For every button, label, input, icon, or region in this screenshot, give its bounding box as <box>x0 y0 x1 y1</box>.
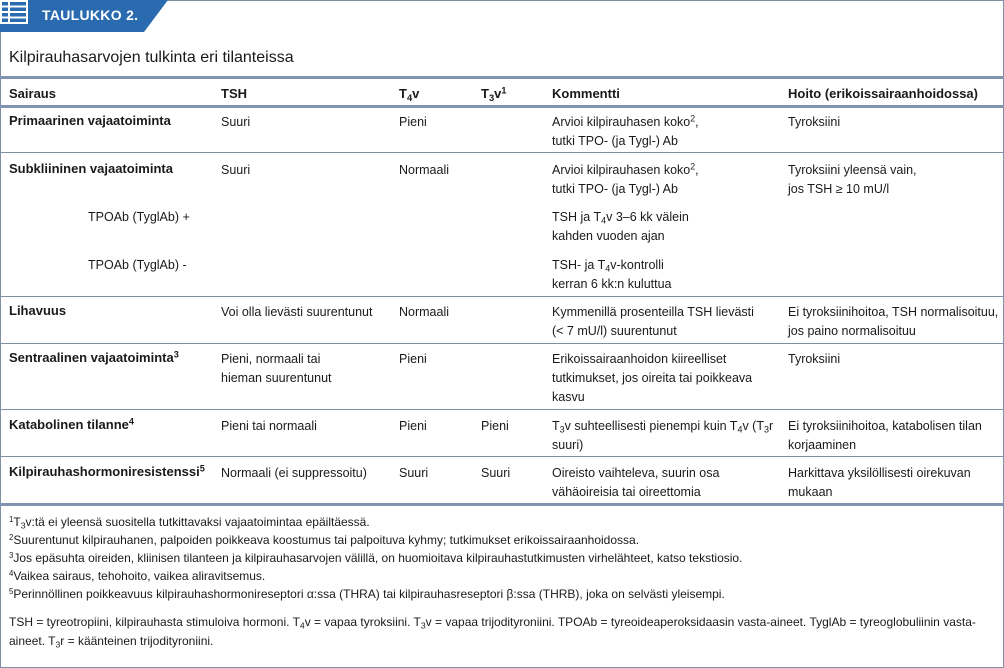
subrow-tpoab-positive: TPOAb (TyglAb) + <box>88 210 190 224</box>
row-divider <box>0 409 1004 410</box>
row-t4v: Normaali <box>399 305 450 319</box>
row-comment-line2: tutki TPO- (ja Tygl-) Ab <box>552 134 678 148</box>
row-t3v: Pieni <box>481 419 509 433</box>
row-tsh: Pieni tai normaali <box>221 419 317 433</box>
header-bottom-rule <box>0 105 1004 108</box>
row-comment-line2: vähäoireisia tai oireettomia <box>552 485 701 499</box>
row-comment-line3: kasvu <box>552 390 585 404</box>
subrow-tpoab-negative: TPOAb (TyglAb) - <box>88 258 187 272</box>
header-t4v: $T_4v$ <box>399 86 420 103</box>
row-name: Sentraalinen vajaatoiminta$^3$ <box>9 349 179 365</box>
row-hoito-line2: korjaaminen <box>788 438 857 452</box>
row-hoito-line1: Ei tyroksiinihoitoa, katabolisen tilan <box>788 419 982 433</box>
row-hoito: Tyroksiini <box>788 115 841 129</box>
row-comment-line1: Arvioi kilpirauhasen koko$^2$, <box>552 161 699 177</box>
row-hoito-line2: mukaan <box>788 485 833 499</box>
row-comment-line2: suuri) <box>552 438 584 452</box>
header-hoito: Hoito (erikoissairaanhoidossa) <box>788 86 978 101</box>
row-comment-line1: Arvioi kilpirauhasen koko$^2$, <box>552 113 699 129</box>
row-hoito-line1: Harkittava yksilöllisesti oirekuvan <box>788 466 971 480</box>
row-hoito-line1: Ei tyroksiinihoitoa, TSH normalisoituu, <box>788 305 999 319</box>
top-border-line <box>165 0 1004 1</box>
table-icon <box>0 0 28 24</box>
header-t3v: $T_3v^1$ <box>481 85 507 103</box>
subrow-comment-line2: kahden vuoden ajan <box>552 229 665 243</box>
footnote-4: $^4$Vaikea sairaus, tehohoito, vaikea aliravitsemus. <box>9 569 266 583</box>
row-tsh: Suuri <box>221 115 251 129</box>
row-comment-line1: Oireisto vaihteleva, suurin osa <box>552 466 720 480</box>
row-comment-line2: tutki TPO- (ja Tygl-) Ab <box>552 182 678 196</box>
row-tsh-line2: hieman suurentunut <box>221 371 332 385</box>
row-name: Subkliininen vajaatoiminta <box>9 161 173 176</box>
row-name: Lihavuus <box>9 303 67 318</box>
row-hoito-line1: Tyroksiini yleensä vain, <box>788 163 917 177</box>
row-t4v: Normaali <box>399 163 450 177</box>
row-comment-line1: Kymmenillä prosenteilla TSH lievästi <box>552 305 754 319</box>
footnote-2: $^2$Suurentunut kilpirauhanen, palpoiden poikkeava koostumus tai palpoituva kyhmy; tutkimukset erikoissairaanhoidossa. <box>9 533 640 547</box>
row-name: Primaarinen vajaatoiminta <box>9 113 171 128</box>
table-bottom-rule <box>0 503 1004 506</box>
row-tsh: Normaali (ei suppressoitu) <box>221 466 367 480</box>
row-t3v: Suuri <box>481 466 511 480</box>
row-t4v: Pieni <box>399 115 427 129</box>
row-divider <box>0 152 1004 153</box>
table-header-row <box>0 78 1004 108</box>
row-comment-line2: (< 7 mU/l) suurentunut <box>552 324 677 338</box>
row-hoito: Tyroksiini <box>788 352 841 366</box>
row-name: Kilpirauhashormoniresistenssi$^5$ <box>9 463 205 479</box>
row-name: Katabolinen tilanne$^4$ <box>9 416 134 432</box>
footnote-5: $^5$Perinnöllinen poikkeavuus kilpirauhashormonireseptori α:ssa (THRA) tai kilpirauhasreseptori β:ssa (THRB), joka on selvästi yleisempi. <box>9 587 725 601</box>
table-title: Kilpirauhasarvojen tulkinta eri tilanteissa <box>9 49 294 66</box>
row-divider <box>0 343 1004 344</box>
footnote-3: $^3$Jos epäsuhta oireiden, kliinisen tilanteen ja kilpirauhasarvojen välillä, on huomioitava kilpirauhastutkimusten virhelähteet, katso tekstiosio. <box>9 551 743 565</box>
label-band <box>0 0 1004 32</box>
row-tsh: Voi olla lievästi suurentunut <box>221 305 373 319</box>
header-kommentti: Kommentti <box>552 86 620 101</box>
row-divider <box>0 296 1004 297</box>
row-divider <box>0 456 1004 457</box>
row-comment-line1: $T_3v$ suhteellisesti pienempi kuin $T_4v$ ($T_3r$ <box>552 419 774 435</box>
row-t4v: Suuri <box>399 466 429 480</box>
table-label: TAULUKKO 2. <box>42 7 139 23</box>
row-hoito-line2: jos TSH ≥ 10 mU/l <box>788 182 890 196</box>
header-tsh: TSH <box>221 86 247 101</box>
row-comment-line1: Erikoissairaanhoidon kiireelliset <box>552 352 727 366</box>
footnote-1: $^1T_3v:tä$ ei yleensä suositella tutkittavaksi vajaatoimintaa epäiltäessä. <box>9 515 370 531</box>
footnotes <box>9 513 999 603</box>
table-label-tab <box>0 0 168 32</box>
abbreviations: TSH = tyreotropiini, kilpirauhasta stimuloiva hormoni. $T_4v$ = vapaa tyroksiini. $T_3v$ = vapaa trijodityroniini. TPOAb = tyreoideaperoksidaasin vasta-aineet. TyglAb = tyreoglobuliinin vasta-aineet. $T_3r$ = käänteinen trijodityroniini. <box>9 615 976 650</box>
row-comment-line2: tutkimukset, jos oireita tai poikkeava <box>552 371 753 385</box>
row-tsh: Suuri <box>221 163 251 177</box>
subrow-comment-line1: TSH ja $T_4v$ 3–6 kk välein <box>552 210 689 226</box>
row-hoito-line2: jos paino normalisoituu <box>788 324 916 338</box>
row-tsh-line1: Pieni, normaali tai <box>221 352 321 366</box>
subrow-comment-line1: TSH- ja $T_4v$-kontrolli <box>552 258 664 274</box>
header-sairaus: Sairaus <box>9 86 56 101</box>
row-t4v: Pieni <box>399 352 427 366</box>
row-t4v: Pieni <box>399 419 427 433</box>
subrow-comment-line2: kerran 6 kk:n kuluttua <box>552 277 672 291</box>
